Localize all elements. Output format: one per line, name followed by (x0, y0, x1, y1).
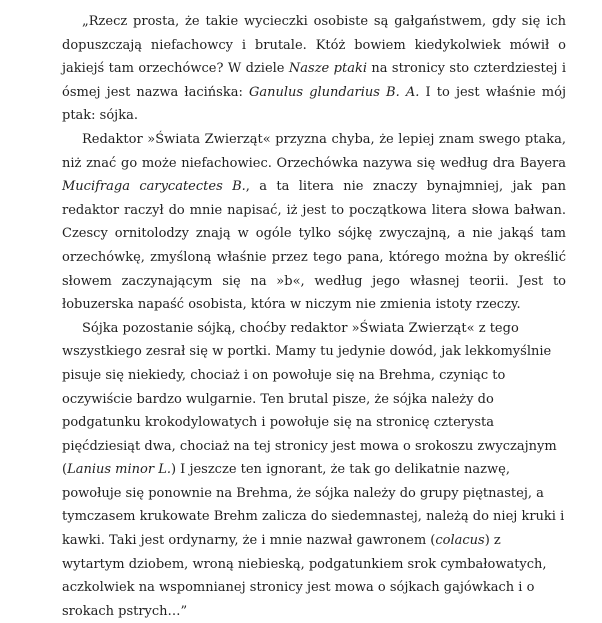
italic-text: Mucifraga carycatectes B. (62, 179, 246, 195)
italic-text: Ganulus glundarius B. A. (248, 84, 420, 100)
text-run: ) I jeszcze ten ignorant, że tak go delikatnie nazwę, powołuje się ponownie na Brehma, że sójka należy do grupy piętnastej, a tymczasem krukowate Brehm zalicza do siedemnastej, należą do niej kruki i kawki. Taki jest ordynarny, że i mnie nazwał gawronem ( (62, 462, 565, 549)
text-run: I to jest właśnie mój ptak: sójka. (62, 84, 566, 124)
italic-text: Nasze ptaki (288, 61, 367, 77)
paragraph-2 (62, 128, 566, 317)
text-run: „Rzecz prosta, że takie wycieczki osobiste są gałgaństwem, gdy się ich dopuszczają niefachowcy i brutale. Któż bowiem kiedykolwiek mówił o jakiejś tam orzechówce? W dziele (62, 14, 566, 77)
paragraph-3 (62, 317, 566, 623)
text-run: , a ta litera nie znaczy bynajmniej, jak pan redaktor raczył do mnie napisać, iż jest to początkowa litera słowa bałwan. Czescy ornitolodzy znają w ogóle tylko sójkę zwyczajną, a nie jakąś tam orzechówkę, zmyśloną właśnie przez tego pana, którego można by określić słowem zaczynającym się na »b«, według jego własnej teorii. Jest to łobuzerska napaść osobista, która w niczym nie zmienia istoty rzeczy. (62, 179, 566, 313)
italic-text: Lanius minor L. (67, 462, 171, 478)
italic-text: colacus (435, 533, 485, 549)
text-run: ) z wytartym dziobem, wroną niebieską, podgatunkiem srok cymbałowatych, aczkolwiek na wspomnianej stronicy jest mowa o sójkach gajówkach i o srokach pstrych…” (62, 533, 547, 619)
text-run: Redaktor »Świata Zwierząt« przyzna chyba, że lepiej znam swego ptaka, niż znać go może niefachowiec. Orzechówka nazywa się według dra Bayera (62, 131, 566, 171)
text-run: na stronicy sto czterdziestej i ósmej jest nazwa łacińska: (62, 61, 566, 100)
text-run: Sójka pozostanie sójką, choćby redaktor »Świata Zwierząt« z tego wszystkiego zesrał się w portki. Mamy tu jedynie dowód, jak lekkomyślnie pisuje się niekiedy, chociaż i on powołuje się na Brehma, czyniąc to oczywiście bardzo wulgarnie. Ten brutal pisze, że sójka należy do podgatunku krokodylowatych i powołuje się na stronicę czterysta pięćdziesiąt dwa, chociaż na tej stronicy jest mowa o srokoszu zwyczajnym ( (62, 320, 557, 478)
paragraph-1 (62, 10, 566, 128)
